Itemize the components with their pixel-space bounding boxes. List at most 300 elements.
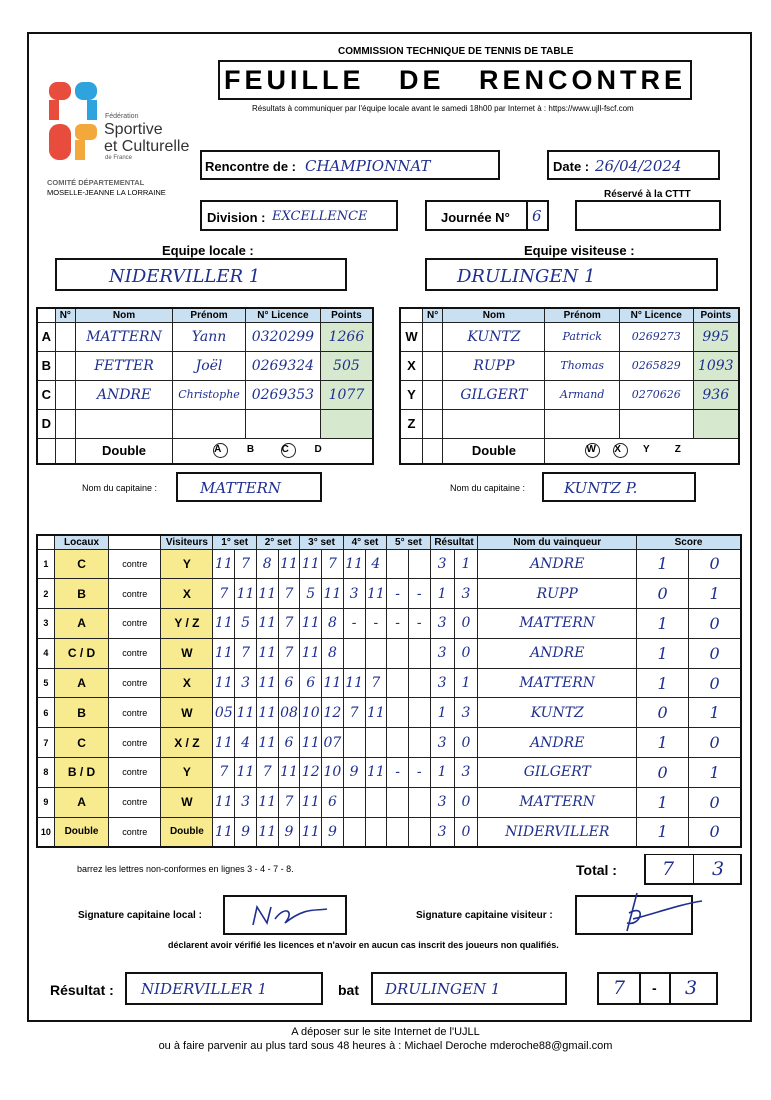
set-local-points	[387, 549, 409, 579]
game-local-letter: C	[54, 728, 108, 758]
visitor-player-row	[400, 409, 739, 438]
col-score: Score	[637, 535, 741, 549]
visitor-captain-label: Nom du capitaine :	[450, 483, 526, 493]
set-local-points: -	[387, 758, 409, 788]
bat-label: bat	[338, 982, 359, 998]
visitor-double-row	[400, 438, 739, 464]
game-number: 1	[37, 549, 54, 579]
player-prenom: Patrick	[545, 322, 620, 351]
local-player-row	[37, 380, 373, 409]
set-visitor-points: 9	[322, 817, 344, 847]
score-visitor: 0	[689, 668, 741, 698]
set-visitor-points: 11	[278, 758, 300, 788]
game-local-letter: A	[54, 609, 108, 639]
player-points: 936	[693, 380, 739, 409]
score-local: 0	[637, 698, 689, 728]
set-local-points: 9	[343, 758, 365, 788]
set-visitor-points	[365, 638, 387, 668]
division-label: Division :	[207, 210, 266, 225]
col-set5: 5° set	[387, 535, 430, 549]
division-box	[200, 200, 398, 231]
game-row	[37, 787, 741, 817]
set-local-points	[343, 728, 365, 758]
double-letter-d: D	[314, 444, 322, 456]
player-licence: 0265829	[619, 351, 693, 380]
set-visitor-points	[365, 817, 387, 847]
set-visitor-points: 8	[322, 638, 344, 668]
game-row	[37, 758, 741, 788]
game-local-letter: B	[54, 698, 108, 728]
set-local-points: 11	[300, 549, 322, 579]
set-local-points: 7	[343, 698, 365, 728]
winner-name: ANDRE	[478, 549, 637, 579]
game-contre: contre	[109, 668, 161, 698]
col-nom: Nom	[75, 308, 172, 322]
visitor-players-table	[399, 307, 740, 465]
game-row	[37, 609, 741, 639]
game-local-letter: A	[54, 787, 108, 817]
result-visitor: 3	[454, 698, 478, 728]
game-row	[37, 549, 741, 579]
set-local-points: 7	[213, 758, 235, 788]
game-visitor-letter: W	[161, 698, 213, 728]
set-visitor-points: 3	[235, 668, 257, 698]
set-local-points: 11	[213, 787, 235, 817]
set-visitor-points	[408, 668, 430, 698]
journee-label: Journée N°	[441, 210, 510, 225]
set-visitor-points: 6	[322, 787, 344, 817]
set-visitor-points: 9	[278, 817, 300, 847]
set-local-points	[343, 817, 365, 847]
set-local-points	[387, 787, 409, 817]
local-player-row	[37, 409, 373, 438]
set-local-points: 11	[213, 609, 235, 639]
set-visitor-points	[408, 787, 430, 817]
set-local-points: 11	[213, 817, 235, 847]
game-visitor-letter: Double	[161, 817, 213, 847]
result-visitor: 1	[454, 549, 478, 579]
final-score-box	[597, 972, 718, 1005]
game-contre: contre	[109, 638, 161, 668]
final-local: 7	[613, 977, 626, 999]
sig-visitor-label: Signature capitaine visiteur :	[416, 910, 553, 921]
set-local-points	[343, 787, 365, 817]
result-local: 1	[430, 758, 454, 788]
col-locaux: Locaux	[54, 535, 108, 549]
set-visitor-points: 12	[322, 698, 344, 728]
result-local: 1	[430, 698, 454, 728]
total-label: Total :	[576, 862, 617, 878]
set-local-points: 11	[300, 609, 322, 639]
set-visitor-points	[408, 728, 430, 758]
declare-text: déclarent avoir vérifié les licences et n'avoir en aucun cas inscrit des joueurs non qualifiés.	[168, 940, 559, 950]
set-visitor-points: 11	[235, 758, 257, 788]
game-local-letter: A	[54, 668, 108, 698]
player-prenom: Yann	[173, 322, 246, 351]
local-team-box	[55, 258, 347, 291]
set-local-points: 3	[343, 579, 365, 609]
set-local-points: 11	[213, 638, 235, 668]
player-letter: D	[37, 409, 55, 438]
player-nom: KUNTZ	[443, 322, 545, 351]
committee-line2: MOSELLE-JEANNE LA LORRAINE	[47, 188, 166, 197]
set-visitor-points: 6	[278, 668, 300, 698]
score-visitor: 0	[689, 549, 741, 579]
col-licence: N° Licence	[245, 308, 320, 322]
set-local-points: 11	[343, 668, 365, 698]
logo-line4: de France	[105, 155, 133, 161]
game-local-letter: C	[54, 549, 108, 579]
game-visitor-letter: X / Z	[161, 728, 213, 758]
local-player-row	[37, 322, 373, 351]
set-local-points: 5	[300, 579, 322, 609]
player-points	[320, 409, 373, 438]
visitor-player-row	[400, 380, 739, 409]
game-local-letter: B / D	[54, 758, 108, 788]
set-local-points	[387, 817, 409, 847]
rencontre-box	[200, 150, 500, 180]
date-box	[547, 150, 720, 180]
rencontre-label: Rencontre de :	[205, 159, 297, 174]
commission-title: COMMISSION TECHNIQUE DE TENNIS DE TABLE	[338, 46, 574, 57]
player-points: 1093	[693, 351, 739, 380]
col-prenom: Prénom	[545, 308, 620, 322]
visitor-team-box	[425, 258, 718, 291]
set-local-points: 12	[300, 758, 322, 788]
local-captain-value: MATTERN	[200, 479, 282, 497]
player-prenom	[545, 409, 620, 438]
double-label: Double	[75, 438, 172, 464]
col-num: N°	[422, 308, 442, 322]
player-letter: X	[400, 351, 422, 380]
set-local-points: 11	[256, 728, 278, 758]
game-contre: contre	[109, 787, 161, 817]
double-letter-c: C	[281, 443, 296, 458]
set-visitor-points: 11	[235, 698, 257, 728]
game-row	[37, 817, 741, 847]
set-local-points: 8	[256, 549, 278, 579]
visitor-captain-box	[542, 472, 696, 502]
sig-local-box	[223, 895, 347, 935]
game-row	[37, 638, 741, 668]
game-number: 5	[37, 668, 54, 698]
score-visitor: 0	[689, 638, 741, 668]
result-label: Résultat :	[50, 982, 114, 998]
result-visitor: 0	[454, 638, 478, 668]
result-local: 3	[430, 549, 454, 579]
logo-line2: Sportive	[104, 121, 163, 138]
col-prenom: Prénom	[173, 308, 246, 322]
double-letter-a: A	[213, 443, 228, 458]
set-visitor-points	[408, 817, 430, 847]
game-number: 7	[37, 728, 54, 758]
player-nom	[75, 409, 172, 438]
score-visitor: 0	[689, 787, 741, 817]
set-visitor-points: 3	[235, 787, 257, 817]
set-visitor-points: -	[365, 609, 387, 639]
set-visitor-points: -	[408, 579, 430, 609]
local-team-label: Equipe locale :	[162, 243, 254, 258]
score-visitor: 0	[689, 817, 741, 847]
player-licence: 0269273	[619, 322, 693, 351]
set-local-points: 05	[213, 698, 235, 728]
game-row	[37, 668, 741, 698]
visitor-captain-value: KUNTZ P.	[564, 479, 638, 497]
games-table	[36, 534, 742, 848]
double-letter-z: Z	[674, 444, 681, 456]
set-local-points: 11	[300, 787, 322, 817]
col-licence: N° Licence	[619, 308, 693, 322]
player-letter: C	[37, 380, 55, 409]
player-letter: Z	[400, 409, 422, 438]
set-local-points: 11	[256, 579, 278, 609]
set-local-points	[387, 728, 409, 758]
set-visitor-points: 9	[235, 817, 257, 847]
set-local-points: 11	[256, 817, 278, 847]
result-visitor: 0	[454, 787, 478, 817]
player-nom	[443, 409, 545, 438]
visitor-player-row	[400, 351, 739, 380]
col-set3: 3° set	[300, 535, 343, 549]
set-local-points	[343, 638, 365, 668]
player-points	[693, 409, 739, 438]
set-visitor-points: 7	[235, 549, 257, 579]
double-letter-b: B	[246, 444, 255, 456]
game-visitor-letter: X	[161, 579, 213, 609]
set-local-points: 11	[256, 787, 278, 817]
set-local-points: 7	[256, 758, 278, 788]
col-points: Points	[693, 308, 739, 322]
game-contre: contre	[109, 698, 161, 728]
logo-line3: et Culturelle	[104, 138, 190, 155]
date-value: 26/04/2024	[595, 157, 682, 175]
sig-local-label: Signature capitaine local :	[78, 910, 202, 921]
result-local: 3	[430, 609, 454, 639]
score-local: 1	[637, 638, 689, 668]
col-set4: 4° set	[343, 535, 386, 549]
deposit-line1: A déposer sur le site Internet de l'UJLL	[291, 1026, 480, 1038]
set-visitor-points: 4	[365, 549, 387, 579]
result-visitor: 0	[454, 728, 478, 758]
player-prenom: Joël	[173, 351, 246, 380]
set-visitor-points: 11	[365, 758, 387, 788]
sig-visitor-box	[575, 895, 693, 935]
winner-value: NIDERVILLER 1	[141, 980, 268, 998]
sheet-subtitle: Résultats à communiquer par l'équipe locale avant le samedi 18h00 par Internet à : https://www.ujll-fscf.com	[252, 104, 634, 113]
set-local-points: 11	[343, 549, 365, 579]
winner-name: RUPP	[478, 579, 637, 609]
final-dash: -	[652, 980, 657, 996]
local-captain-box	[176, 472, 322, 502]
player-points: 995	[693, 322, 739, 351]
game-visitor-letter: Y / Z	[161, 609, 213, 639]
winner-name: NIDERVILLER	[478, 817, 637, 847]
result-local: 3	[430, 668, 454, 698]
player-nom: RUPP	[443, 351, 545, 380]
result-visitor: 3	[454, 758, 478, 788]
committee-line1: COMITÉ DÉPARTEMENTAL	[47, 178, 145, 187]
player-points: 505	[320, 351, 373, 380]
division-value: EXCELLENCE	[272, 209, 368, 224]
score-visitor: 0	[689, 609, 741, 639]
score-local: 1	[637, 728, 689, 758]
reserve-label: Réservé à la CTTT	[604, 189, 691, 200]
game-contre: contre	[109, 728, 161, 758]
game-local-letter: Double	[54, 817, 108, 847]
loser-box	[371, 972, 567, 1005]
set-local-points: 11	[213, 668, 235, 698]
double-letter-x: X	[613, 443, 628, 458]
date-label: Date :	[553, 159, 590, 174]
score-local: 1	[637, 787, 689, 817]
set-local-points: 11	[300, 817, 322, 847]
player-nom: FETTER	[75, 351, 172, 380]
result-local: 3	[430, 728, 454, 758]
set-local-points: -	[343, 609, 365, 639]
game-number: 4	[37, 638, 54, 668]
game-row	[37, 698, 741, 728]
set-visitor-points: -	[408, 609, 430, 639]
score-local: 0	[637, 758, 689, 788]
set-visitor-points: 07	[322, 728, 344, 758]
col-set2: 2° set	[256, 535, 299, 549]
set-visitor-points: 7	[278, 638, 300, 668]
set-visitor-points: 10	[322, 758, 344, 788]
player-letter: A	[37, 322, 55, 351]
game-contre: contre	[109, 758, 161, 788]
score-local: 1	[637, 609, 689, 639]
set-local-points	[387, 698, 409, 728]
score-visitor: 1	[689, 758, 741, 788]
game-contre: contre	[109, 579, 161, 609]
game-visitor-letter: W	[161, 787, 213, 817]
set-visitor-points: 6	[278, 728, 300, 758]
result-local: 3	[430, 817, 454, 847]
set-local-points: 11	[300, 638, 322, 668]
set-visitor-points: 5	[235, 609, 257, 639]
visitor-team-label: Equipe visiteuse :	[524, 243, 635, 258]
visitor-signature-icon	[597, 883, 707, 939]
game-row	[37, 579, 741, 609]
player-prenom: Armand	[545, 380, 620, 409]
double-label: Double	[443, 438, 545, 464]
double-letter-y: Y	[643, 444, 650, 456]
set-visitor-points: 4	[235, 728, 257, 758]
game-row	[37, 728, 741, 758]
set-visitor-points: -	[408, 758, 430, 788]
result-visitor: 0	[454, 609, 478, 639]
local-captain-label: Nom du capitaine :	[82, 483, 158, 493]
player-points: 1266	[320, 322, 373, 351]
set-local-points: 11	[213, 549, 235, 579]
score-visitor: 1	[689, 579, 741, 609]
set-local-points	[387, 638, 409, 668]
local-signature-icon	[245, 901, 335, 931]
set-visitor-points	[408, 549, 430, 579]
visitor-player-row	[400, 322, 739, 351]
col-resultat: Résultat	[430, 535, 478, 549]
col-nom: Nom	[443, 308, 545, 322]
player-licence	[245, 409, 320, 438]
player-licence: 0269324	[245, 351, 320, 380]
set-local-points: 7	[213, 579, 235, 609]
game-visitor-letter: Y	[161, 758, 213, 788]
set-visitor-points: 11	[365, 698, 387, 728]
col-points: Points	[320, 308, 373, 322]
double-letter-w: W	[585, 443, 600, 458]
set-local-points: -	[387, 609, 409, 639]
game-local-letter: C / D	[54, 638, 108, 668]
player-licence: 0320299	[245, 322, 320, 351]
result-visitor: 3	[454, 579, 478, 609]
final-visitor: 3	[685, 977, 698, 999]
player-licence: 0269353	[245, 380, 320, 409]
result-local: 3	[430, 787, 454, 817]
game-number: 9	[37, 787, 54, 817]
set-visitor-points: 7	[278, 579, 300, 609]
visitor-team-value: DRULINGEN 1	[457, 266, 596, 287]
set-visitor-points: 11	[365, 579, 387, 609]
set-visitor-points: 7	[322, 549, 344, 579]
loser-value: DRULINGEN 1	[385, 980, 501, 998]
player-letter: W	[400, 322, 422, 351]
player-licence: 0270626	[619, 380, 693, 409]
fscf-logo-icon	[47, 80, 99, 162]
logo-line1: Fédération	[105, 113, 139, 120]
deposit-line2: ou à faire parvenir au plus tard sous 48 heures à : Michael Deroche mderoche88@gmail.com	[158, 1040, 613, 1052]
player-nom: MATTERN	[75, 322, 172, 351]
player-points: 1077	[320, 380, 373, 409]
col-num: N°	[55, 308, 75, 322]
player-nom: GILGERT	[443, 380, 545, 409]
set-visitor-points: 7	[278, 609, 300, 639]
total-local: 7	[662, 858, 675, 880]
winner-box	[125, 972, 323, 1005]
total-box	[644, 854, 742, 885]
set-visitor-points	[365, 728, 387, 758]
player-licence	[619, 409, 693, 438]
set-local-points: 11	[256, 609, 278, 639]
set-visitor-points: 11	[278, 549, 300, 579]
barrez-note: barrez les lettres non-conformes en lignes 3 - 4 - 7 - 8.	[77, 864, 294, 874]
winner-name: ANDRE	[478, 728, 637, 758]
set-visitor-points	[408, 638, 430, 668]
journee-value: 6	[532, 207, 542, 225]
game-number: 6	[37, 698, 54, 728]
score-local: 0	[637, 579, 689, 609]
set-visitor-points: 08	[278, 698, 300, 728]
set-local-points: 6	[300, 668, 322, 698]
set-visitor-points: 11	[322, 668, 344, 698]
score-local: 1	[637, 817, 689, 847]
set-visitor-points	[408, 698, 430, 728]
game-number: 10	[37, 817, 54, 847]
score-local: 1	[637, 549, 689, 579]
player-nom: ANDRE	[75, 380, 172, 409]
game-number: 2	[37, 579, 54, 609]
set-visitor-points: 7	[235, 638, 257, 668]
winner-name: ANDRE	[478, 638, 637, 668]
game-contre: contre	[109, 817, 161, 847]
set-local-points: 11	[256, 698, 278, 728]
col-visiteurs: Visiteurs	[161, 535, 213, 549]
result-visitor: 0	[454, 817, 478, 847]
col-vainqueur: Nom du vainqueur	[478, 535, 637, 549]
game-contre: contre	[109, 609, 161, 639]
winner-name: MATTERN	[478, 668, 637, 698]
set-visitor-points: 7	[365, 668, 387, 698]
game-number: 8	[37, 758, 54, 788]
